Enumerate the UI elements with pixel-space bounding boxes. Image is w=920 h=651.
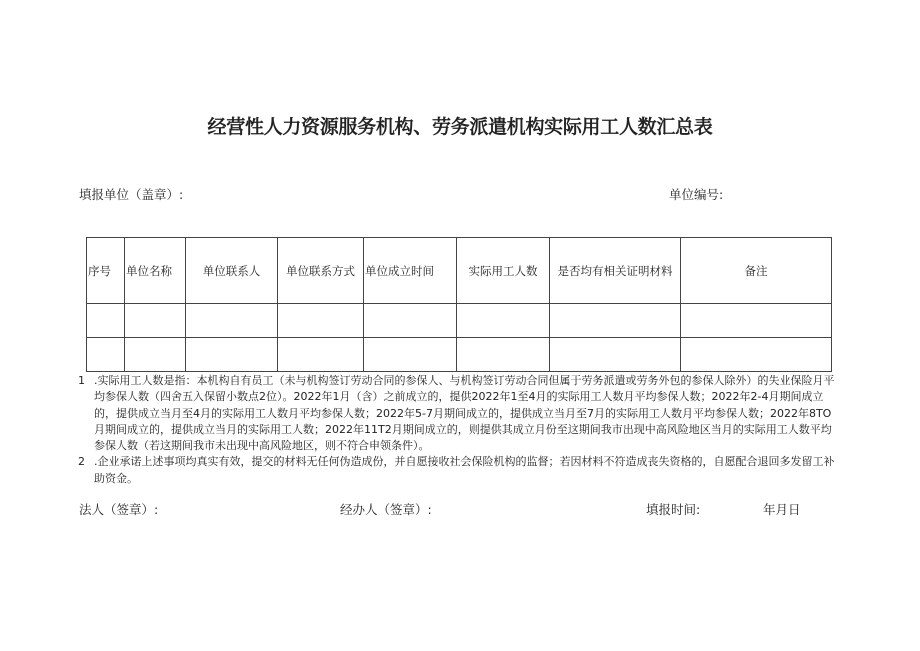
table-cell[interactable]: [550, 304, 681, 338]
table-cell[interactable]: [457, 304, 550, 338]
header-actual-employees: 实际用工人数: [457, 238, 550, 304]
table-row: [87, 338, 832, 372]
table-cell[interactable]: [364, 304, 457, 338]
notes-section: [78, 373, 840, 487]
handler-signature-label: 经办人（签章）:: [340, 502, 432, 517]
header-contact-method: 单位联系方式: [278, 238, 364, 304]
note-text: .企业承诺上述事项均真实有效，提交的材料无任何伪造成份，并自愿接收社会保险机构的监督；若因材料不符造成丧失资格的，自愿配合退回多发留工补助资金。: [94, 455, 835, 485]
summary-table: [86, 237, 832, 372]
fill-date-label: 填报时间:: [646, 502, 701, 517]
note-number: 1: [78, 374, 85, 387]
table-row: [87, 304, 832, 338]
table-header-row: [87, 238, 832, 304]
fill-date-value: 年月日: [763, 502, 801, 517]
table-cell[interactable]: [681, 304, 832, 338]
table-cell[interactable]: [364, 338, 457, 372]
header-index: 序号: [87, 238, 125, 304]
table-cell[interactable]: [278, 304, 364, 338]
header-proof-materials: 是否均有相关证明材料: [550, 238, 681, 304]
header-remarks: 备注: [681, 238, 832, 304]
unit-label: 填报单位（盖章）:: [79, 187, 184, 202]
document-title: 经营性人力资源服务机构、劳务派遣机构实际用工人数汇总表: [207, 116, 713, 138]
table-cell[interactable]: [186, 338, 278, 372]
table-cell[interactable]: [87, 338, 125, 372]
table-cell[interactable]: [87, 304, 125, 338]
note-item: [78, 373, 840, 454]
note-text: .实际用工人数是指：本机构自有员工（未与机构签订劳动合同的参保人、与机构签订劳动合同但属于劳务派遣或劳务外包的参保人除外）的失业保险月平均参保人数（四舍五入保留小数点2位）。2022年1月（含）之前成立的，提供2022年1至4月的实际用工人数月平均参保人数；2022年2-4月期间成立的，提供成立当月至4月的实际用工人数月平均参保人数；2022年5-7月期间成立的，提供成立当月至7月的实际用工人数月平均参保人数；2022年8TO月期间成立的，提供成立当月的实际用工人数；2022年11T2月期间成立的，则提供其成立月份至这期间我市出现中高风险地区当月的实际用工人数平均参保人数（若这期间我市未出现中高风险地区，则不符合申领条件）。: [94, 374, 835, 453]
header-unit-name: 单位名称: [125, 238, 186, 304]
table-cell[interactable]: [457, 338, 550, 372]
header-contact-person: 单位联系人: [186, 238, 278, 304]
legal-signature-label: 法人（签章）:: [79, 502, 159, 517]
table-cell[interactable]: [550, 338, 681, 372]
table-cell[interactable]: [125, 304, 186, 338]
note-number: 2: [78, 455, 85, 469]
note-item: [78, 454, 840, 487]
table-cell[interactable]: [125, 338, 186, 372]
table-cell[interactable]: [186, 304, 278, 338]
table-cell[interactable]: [681, 338, 832, 372]
table-cell[interactable]: [278, 338, 364, 372]
unit-code-label: 单位编号:: [669, 187, 724, 202]
header-established-date: 单位成立时间: [364, 238, 457, 304]
